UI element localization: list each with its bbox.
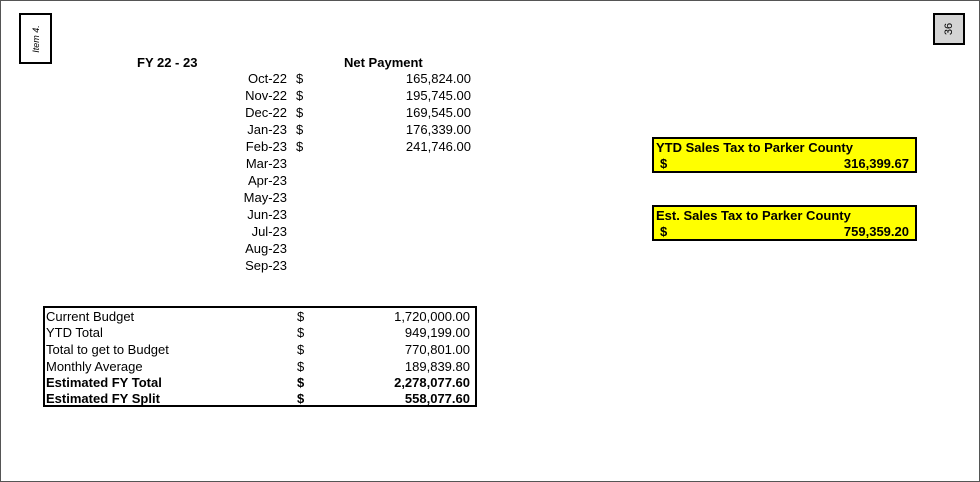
dollar-sign: $ xyxy=(296,139,304,154)
month-label: Nov-22 xyxy=(245,88,287,103)
month-row xyxy=(201,241,471,258)
budget-row-current-budget xyxy=(45,309,475,325)
item-tag-label: Item 4. xyxy=(30,24,41,53)
month-label: Sep-23 xyxy=(245,258,287,273)
ytd-sales-tax-value: 316,399.67 xyxy=(843,156,909,171)
month-row xyxy=(201,71,471,88)
month-row xyxy=(201,105,471,122)
month-row xyxy=(201,190,471,207)
budget-value: 2,278,077.60 xyxy=(394,375,470,390)
month-label: Mar-23 xyxy=(245,156,287,171)
est-sales-tax-title: Est. Sales Tax to Parker County xyxy=(656,208,851,223)
budget-row-estimated-fy-total xyxy=(45,375,475,391)
dollar-sign: $ xyxy=(297,309,305,324)
fiscal-year-label: FY 22 - 23 xyxy=(137,55,198,70)
est-sales-tax-value: 759,359.20 xyxy=(843,224,909,239)
page-number: 36 xyxy=(943,22,955,36)
month-row xyxy=(201,88,471,105)
budget-summary-table xyxy=(43,306,477,407)
budget-row-total-to-budget xyxy=(45,342,475,358)
net-payment-header: Net Payment xyxy=(344,55,423,70)
month-row xyxy=(201,156,471,173)
est-sales-tax-box xyxy=(652,205,917,241)
month-row xyxy=(201,224,471,241)
ytd-sales-tax-title: YTD Sales Tax to Parker County xyxy=(656,140,853,155)
month-value: 169,545.00 xyxy=(405,105,471,120)
month-row xyxy=(201,122,471,139)
dollar-sign: $ xyxy=(297,359,305,374)
dollar-sign: $ xyxy=(297,325,305,340)
month-row xyxy=(201,139,471,156)
month-label: Jan-23 xyxy=(247,122,287,137)
month-label: Dec-22 xyxy=(245,105,287,120)
budget-row-monthly-average xyxy=(45,359,475,375)
budget-value: 770,801.00 xyxy=(404,342,470,357)
budget-label: Estimated FY Split xyxy=(46,391,160,406)
budget-value: 1,720,000.00 xyxy=(394,309,470,324)
month-row xyxy=(201,258,471,275)
month-label: May-23 xyxy=(243,190,287,205)
ytd-sales-tax-box xyxy=(652,137,917,173)
month-value: 241,746.00 xyxy=(405,139,471,154)
page-number-box xyxy=(933,13,965,45)
budget-row-estimated-fy-split xyxy=(45,391,475,407)
month-value: 195,745.00 xyxy=(405,88,471,103)
dollar-sign: $ xyxy=(297,342,305,357)
month-label: Oct-22 xyxy=(247,71,287,86)
dollar-sign: $ xyxy=(296,71,304,86)
budget-label: Current Budget xyxy=(46,309,135,324)
month-label: Feb-23 xyxy=(245,139,287,154)
dollar-sign: $ xyxy=(296,105,304,120)
month-label: Jun-23 xyxy=(247,207,287,222)
month-label: Jul-23 xyxy=(251,224,287,239)
month-label: Aug-23 xyxy=(245,241,287,256)
item-tag xyxy=(19,13,52,64)
budget-value: 558,077.60 xyxy=(404,391,470,406)
dollar-sign: $ xyxy=(296,88,304,103)
budget-value: 189,839.80 xyxy=(404,359,470,374)
dollar-sign: $ xyxy=(296,122,304,137)
dollar-sign: $ xyxy=(297,375,305,390)
budget-label: Total to get to Budget xyxy=(46,342,169,357)
month-row xyxy=(201,173,471,190)
dollar-sign: $ xyxy=(297,391,305,406)
month-row xyxy=(201,207,471,224)
budget-value: 949,199.00 xyxy=(404,325,470,340)
month-value: 176,339.00 xyxy=(405,122,471,137)
budget-label: YTD Total xyxy=(46,325,103,340)
budget-label: Monthly Average xyxy=(46,359,143,374)
budget-label: Estimated FY Total xyxy=(46,375,162,390)
dollar-sign: $ xyxy=(660,224,668,239)
month-label: Apr-23 xyxy=(247,173,287,188)
budget-row-ytd-total xyxy=(45,325,475,341)
dollar-sign: $ xyxy=(660,156,668,171)
month-value: 165,824.00 xyxy=(405,71,471,86)
